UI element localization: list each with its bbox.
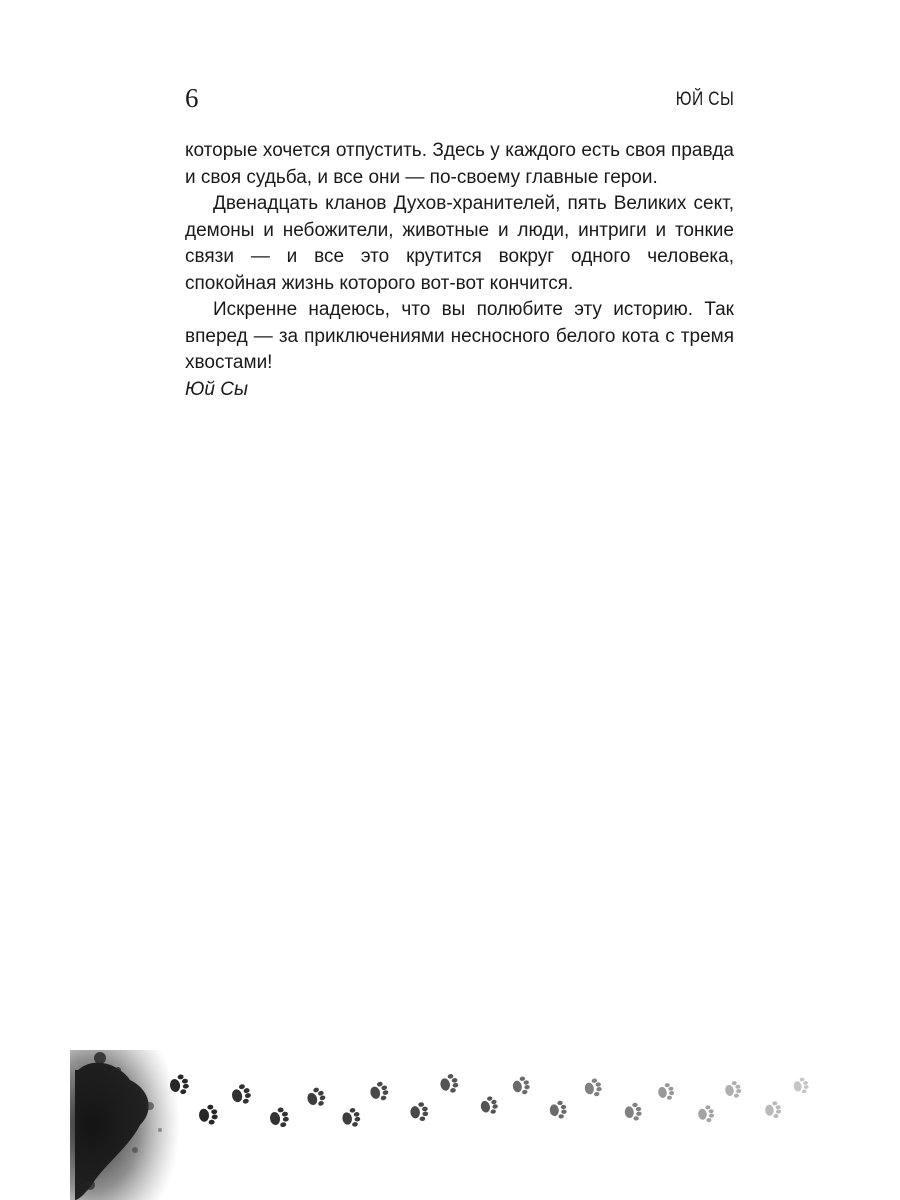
running-head-author: ЮЙ СЫ xyxy=(675,89,734,110)
paragraph-continued: которые хочется отпустить. Здесь у каждого есть своя правда и своя судьба, и все они — по-своему главные герои. xyxy=(185,140,734,188)
ink-splash xyxy=(70,1050,180,1200)
paw-prints-trail-icon xyxy=(0,1010,900,1200)
paw-prints xyxy=(168,1073,809,1129)
author-signature: Юй Сы xyxy=(185,378,248,400)
paragraph: Двенадцать кланов Духов-хранителей, пять Великих сект, демоны и небожители, животные и люди, интриги и тонкие связи — и все это крутится вокруг одного человека, спокойная жизнь которого вот-вот кончится. xyxy=(185,193,734,294)
page-number: 6 xyxy=(185,83,199,113)
body-text xyxy=(185,138,734,403)
paragraph: Искренне надеюсь, что вы полюбите эту историю. Так вперед — за приключениями несносного белого кота с тремя хвостами! xyxy=(185,299,734,373)
